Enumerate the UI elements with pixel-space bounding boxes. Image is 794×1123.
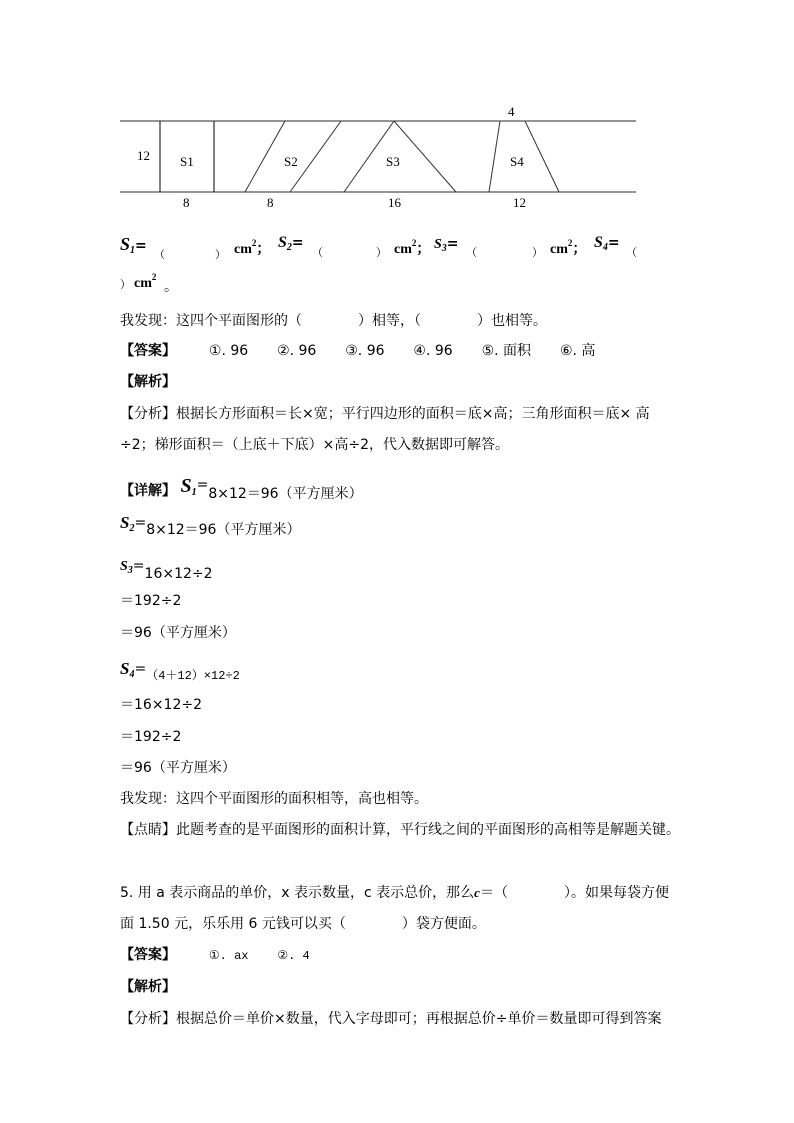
- s2-open-paren: （: [312, 246, 323, 259]
- discover-question: 我发现：这四个平面图形的（ ）相等，（ ）也相等。: [120, 313, 547, 329]
- detail-s1: 【详解】 $S_1=8\times 12=96$（平方厘米）: [120, 475, 363, 502]
- s4-left-edge: [489, 121, 500, 192]
- s2-close-paren: ）: [376, 246, 387, 259]
- s3-base-label: 16: [388, 195, 401, 210]
- s2-base-label: 8: [267, 195, 274, 210]
- s2-unit: $cm^2$；: [394, 238, 431, 257]
- s1-base-label: 8: [183, 195, 190, 210]
- jiexi-heading: 【解析】: [120, 374, 176, 390]
- s4-close-paren: ）: [120, 278, 131, 291]
- answer-item: ④. 96: [413, 343, 453, 359]
- s4-base-label: 12: [513, 195, 526, 210]
- s2-symbol: $S_2=$: [278, 234, 304, 253]
- answer-item: ①. ax: [208, 949, 249, 963]
- s4-right-edge: [525, 121, 559, 192]
- s3-label: S3: [386, 154, 400, 169]
- equals-sign: =: [135, 238, 147, 254]
- detail-s4: $S_4=(4+12)\times 12\div 2$: [120, 659, 240, 683]
- s4-top-label: 4: [508, 104, 515, 119]
- dianjing: 【点睛】此题考查的是平面图形的面积计算，平行线之间的平面图形的高相等是解题关键。: [120, 822, 680, 838]
- s1-symbol: $S_1$: [120, 234, 136, 256]
- s4-label: S4: [510, 154, 524, 169]
- sentence-end: 。: [164, 279, 178, 295]
- answer-item: ⑥. 高: [559, 343, 596, 359]
- q5-line-1: 5. 用 a 表示商品的单价，x 表示数量，c 表示总价，那么c＝（ ）。如果每袋方便: [120, 885, 669, 901]
- detail-s3: $S_3=16\times 12\div 2$: [120, 558, 213, 582]
- q5-jiexi-heading: 【解析】: [120, 979, 176, 995]
- detail-s3-step3: ＝96（平方厘米）: [120, 625, 236, 641]
- s3-close-paren: ）: [532, 246, 543, 259]
- c-variable: c: [474, 885, 480, 900]
- detail-s4-step2: ＝16×12÷2: [120, 697, 202, 713]
- area-blanks-line: [120, 234, 147, 258]
- analysis-line-1: 【分析】根据长方形面积＝长×宽；平行四边形的面积＝底×高；三角形面积＝底× 高: [120, 406, 650, 422]
- s1-unit: $cm^2$；: [234, 238, 271, 257]
- s1-open-paren: （: [154, 248, 165, 261]
- answer-item: ②. 96: [277, 343, 317, 359]
- conclusion: 我发现：这四个平面图形的面积相等，高也相等。: [120, 791, 428, 807]
- s4-symbol: $S_4=$: [594, 234, 620, 253]
- s3-unit: $cm^2$；: [550, 238, 587, 257]
- detail-tag: 【详解】: [120, 483, 176, 499]
- answer-tag: 【答案】: [120, 947, 176, 963]
- geometry-figure: [0, 0, 794, 220]
- q5-analysis: 【分析】根据总价＝单价×数量，代入字母即可；再根据总价÷单价＝数量即可得到答案: [120, 1011, 662, 1027]
- s3-open-paren: （: [466, 246, 477, 259]
- s1-label: S1: [180, 154, 194, 169]
- s1-close-paren: ）: [215, 248, 226, 261]
- q4-answer-line: [120, 342, 595, 360]
- detail-s4-step4: ＝96（平方厘米）: [120, 760, 236, 776]
- answer-item: ⑤. 面积: [481, 343, 532, 359]
- answer-tag: 【答案】: [120, 343, 176, 359]
- q5-answer-line: [120, 946, 310, 965]
- s3-right-edge: [394, 121, 456, 192]
- q5-line-2: 面 1.50 元，乐乐用 6 元钱可以买（ ）袋方便面。: [120, 916, 486, 932]
- detail-s3-step2: ＝192÷2: [120, 593, 182, 609]
- s2-left-edge: [245, 121, 285, 192]
- height-label: 12: [137, 148, 150, 163]
- s2-label: S2: [284, 154, 298, 169]
- detail-s4-step3: ＝192÷2: [120, 729, 182, 745]
- detail-s2: $S_2=8\times 12=96$（平方厘米）: [120, 513, 301, 538]
- s4-unit: $cm^2$: [134, 272, 157, 291]
- answer-item: ②. 4: [277, 949, 310, 963]
- s4-open-paren: （: [626, 246, 637, 259]
- s3-symbol: $S_3=$: [434, 236, 459, 254]
- analysis-line-2: ÷2；梯形面积＝（上底＋下底）×高÷2，代入数据即可解答。: [120, 437, 510, 453]
- answer-item: ①. 96: [208, 343, 249, 359]
- answer-item: ③. 96: [345, 343, 385, 359]
